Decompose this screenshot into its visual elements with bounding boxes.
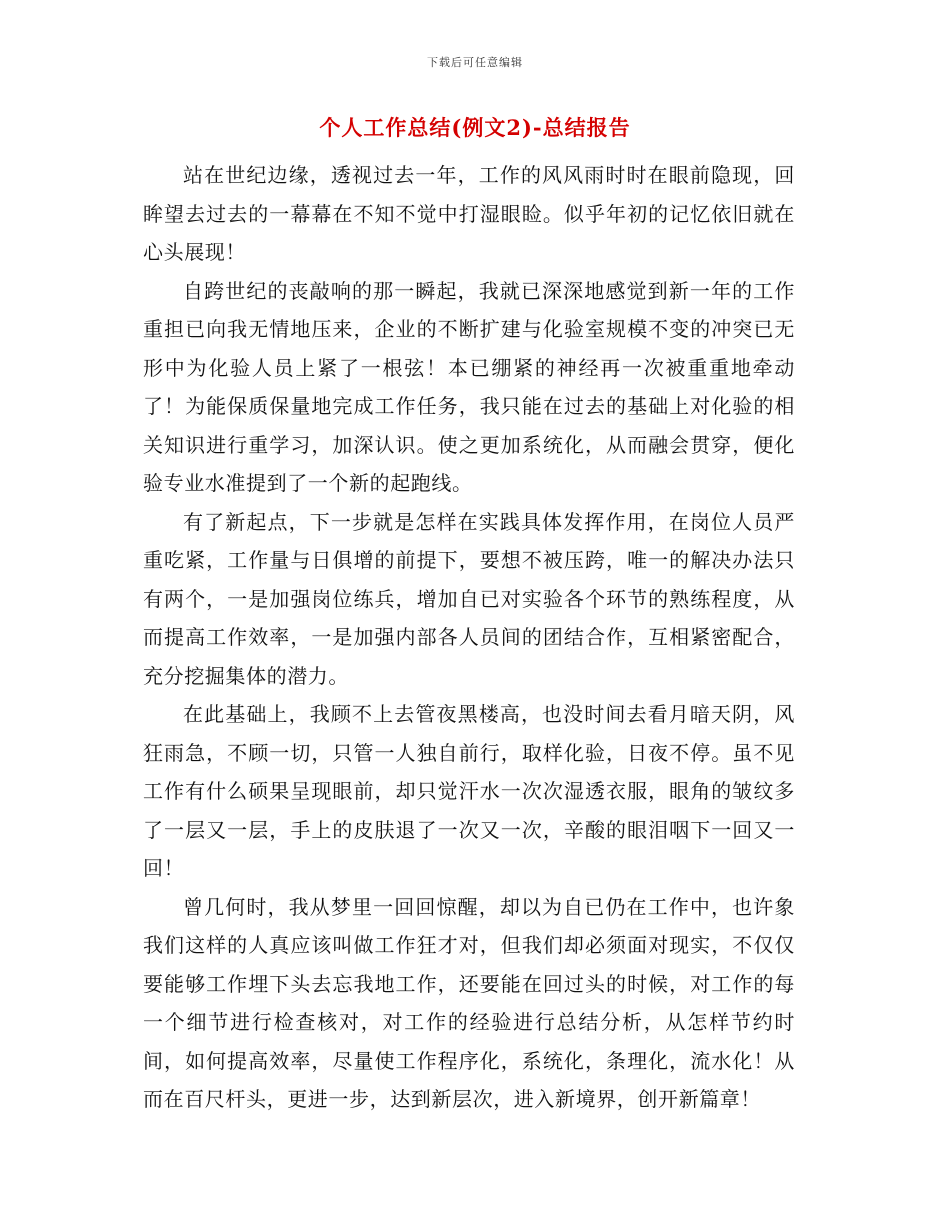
paragraph-5: 曾几何时，我从梦里一回回惊醒，却以为自已仍在工作中，也许象我们这样的人真应该叫做工作狂才对，但我们却必须面对现实，不仅仅要能够工作埋下头去忘我地工作，还要能在回过头的时候，对工作的每一个细节进行检查核对，对工作的经验进行总结分析，从怎样节约时间，如何提高效率，尽量使工作程序化，系统化，条理化，流水化！从而在百尺杆头，更进一步，达到新层次，进入新境界，创开新篇章！ (143, 894, 795, 1111)
paragraph-3: 有了新起点，下一步就是怎样在实践具体发挥作用，在岗位人员严重吃紧，工作量与日俱增的前提下，要想不被压跨，唯一的解决办法只有两个，一是加强岗位练兵，增加自已对实验各个环节的熟练程度，从而提高工作效率，一是加强内部各人员间的团结合作，互相紧密配合，充分挖掘集体的潜力。 (143, 509, 795, 688)
document-title: 个人工作总结(例文2)-总结报告 (319, 115, 631, 140)
download-note: 下载后可任意编辑 (427, 56, 523, 69)
paragraph-4: 在此基础上，我顾不上去管夜黑楼高，也没时间去看月暗天阴，风狂雨急，不顾一切，只管一人独自前行，取样化验，日夜不停。虽不见工作有什么硕果呈现眼前，却只觉汗水一次次湿透衣服，眼角的皱纹多了一层又一层，手上的皮肤退了一次又一次，辛酸的眼泪咽下一回又一回！ (143, 702, 795, 880)
document-body (143, 156, 795, 1119)
paragraph-1: 站在世纪边缘，透视过去一年，工作的风风雨时时在眼前隐现，回眸望去过去的一幕幕在不知不觉中打湿眼睑。似乎年初的记忆依旧就在心头展现！ (143, 163, 795, 264)
paragraph-2: 自跨世纪的丧敲响的那一瞬起，我就已深深地感觉到新一年的工作重担已向我无情地压来，企业的不断扩建与化验室规模不变的冲突已无形中为化验人员上紧了一根弦！本已绷紧的神经再一次被重重地牵动了！为能保质保量地完成工作任务，我只能在过去的基础上对化验的相关知识进行重学习，加深认识。使之更加系统化，从而融会贯穿，便化验专业水准提到了一个新的起跑线。 (143, 278, 795, 495)
